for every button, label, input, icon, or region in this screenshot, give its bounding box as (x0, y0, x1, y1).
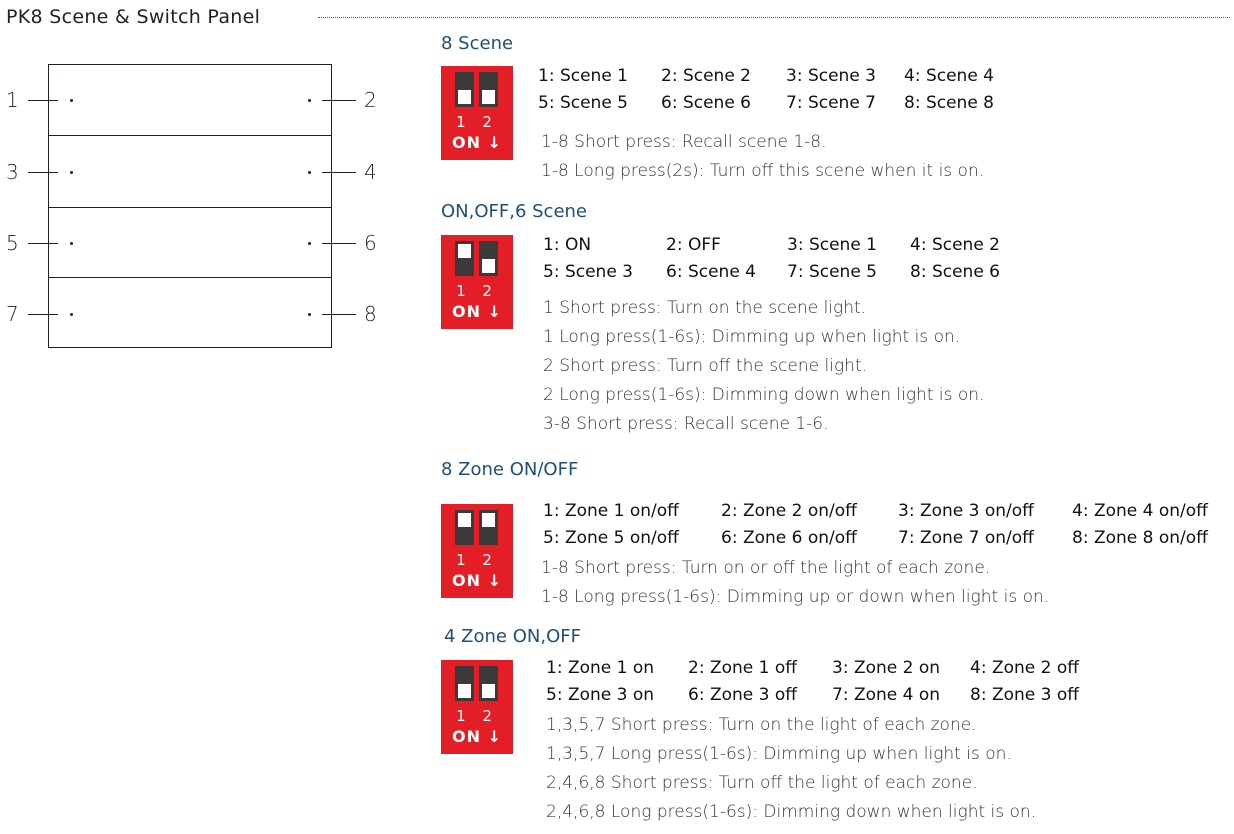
leader-line (28, 100, 58, 101)
description-line: 1 Short press: Turn on the scene light. (543, 298, 867, 318)
button-dot (70, 99, 73, 102)
mapping-item: 3: Zone 2 on (832, 658, 941, 678)
panel-divider (49, 277, 331, 278)
leader-line (28, 314, 58, 315)
button-dot (70, 171, 73, 174)
button-number-6: 6 (364, 231, 377, 255)
mapping-item: 5: Scene 5 (538, 93, 628, 113)
mapping-item: 6: Zone 6 on/off (721, 528, 857, 548)
dip-numbers: 1 2 (456, 113, 498, 131)
dip-switch-4-zone (441, 660, 513, 754)
title-dotted-rule (318, 17, 1230, 18)
button-number-4: 4 (364, 160, 377, 184)
dip-on-label: ON ↓ (452, 302, 502, 321)
dip-numbers: 1 2 (456, 551, 498, 569)
description-line: 3-8 Short press: Recall scene 1-6. (543, 414, 829, 434)
mapping-item: 1: ON (543, 235, 592, 255)
mapping-item: 8: Scene 6 (910, 262, 1000, 282)
description-line: 1-8 Short press: Turn on or off the light of each zone. (541, 558, 991, 578)
button-number-7: 7 (6, 302, 19, 326)
description-line: 2 Short press: Turn off the scene light. (543, 356, 868, 376)
mapping-item: 7: Zone 4 on (832, 685, 941, 705)
button-dot (308, 171, 311, 174)
dip-numbers: 1 2 (456, 282, 498, 300)
mapping-item: 1: Zone 1 on/off (543, 501, 679, 521)
dip-switch-on-off-6-scene (441, 235, 513, 329)
button-dot (308, 242, 311, 245)
leader-line (322, 172, 356, 173)
panel-divider (49, 207, 331, 208)
section-title-8-scene: 8 Scene (441, 33, 514, 54)
description-line: 1-8 Long press(2s): Turn off this scene when it is on. (541, 161, 985, 181)
button-number-2: 2 (364, 88, 377, 112)
mapping-item: 5: Zone 5 on/off (543, 528, 679, 548)
button-dot (70, 313, 73, 316)
mapping-item: 5: Zone 3 on (546, 685, 655, 705)
leader-line (322, 100, 356, 101)
button-number-3: 3 (6, 160, 19, 184)
description-line: 2,4,6,8 Long press(1-6s): Dimming down when light is on. (546, 802, 1037, 822)
mapping-item: 6: Zone 3 off (688, 685, 797, 705)
mapping-item: 1: Scene 1 (538, 66, 628, 86)
button-dot (308, 313, 311, 316)
leader-line (322, 314, 356, 315)
section-title-8-zone: 8 Zone ON/OFF (441, 459, 579, 480)
mapping-item: 3: Scene 1 (787, 235, 877, 255)
description-line: 1 Long press(1-6s): Dimming up when light is on. (543, 327, 961, 347)
mapping-item: 3: Scene 3 (786, 66, 876, 86)
description-line: 1-8 Long press(1-6s): Dimming up or down when light is on. (541, 587, 1050, 607)
mapping-item: 4: Scene 4 (904, 66, 994, 86)
leader-line (322, 243, 356, 244)
panel-divider (49, 135, 331, 136)
dip-switch-8-scene (441, 66, 513, 160)
description-line: 1,3,5,7 Short press: Turn on the light of each zone. (546, 715, 977, 735)
mapping-item: 6: Scene 6 (661, 93, 751, 113)
description-line: 1,3,5,7 Long press(1-6s): Dimming up when light is on. (546, 744, 1012, 764)
description-line: 1-8 Short press: Recall scene 1-8. (541, 132, 827, 152)
dip-on-label: ON ↓ (452, 727, 502, 746)
description-line: 2,4,6,8 Short press: Turn off the light of each zone. (546, 773, 978, 793)
dip-on-label: ON ↓ (452, 571, 502, 590)
button-dot (308, 99, 311, 102)
mapping-item: 2: Zone 2 on/off (721, 501, 857, 521)
mapping-item: 1: Zone 1 on (546, 658, 655, 678)
mapping-item: 7: Scene 7 (786, 93, 876, 113)
page-title: PK8 Scene & Switch Panel (6, 6, 261, 28)
panel-diagram (48, 64, 332, 348)
dip-switch-8-zone (441, 504, 513, 598)
section-title-on-off-6-scene: ON,OFF,6 Scene (441, 201, 588, 222)
leader-line (28, 243, 58, 244)
section-title-4-zone: 4 Zone ON,OFF (444, 626, 581, 647)
mapping-item: 8: Zone 3 off (970, 685, 1079, 705)
dip-on-label: ON ↓ (452, 133, 502, 152)
mapping-item: 4: Zone 2 off (970, 658, 1079, 678)
mapping-item: 7: Zone 7 on/off (898, 528, 1034, 548)
description-line: 2 Long press(1-6s): Dimming down when light is on. (543, 385, 985, 405)
leader-line (28, 172, 58, 173)
button-number-5: 5 (6, 231, 19, 255)
mapping-item: 4: Zone 4 on/off (1072, 501, 1208, 521)
dip-numbers: 1 2 (456, 707, 498, 725)
mapping-item: 8: Zone 8 on/off (1072, 528, 1208, 548)
mapping-item: 2: OFF (666, 235, 721, 255)
mapping-item: 5: Scene 3 (543, 262, 633, 282)
mapping-item: 3: Zone 3 on/off (898, 501, 1034, 521)
mapping-item: 8: Scene 8 (904, 93, 994, 113)
button-number-1: 1 (6, 88, 19, 112)
mapping-item: 6: Scene 4 (666, 262, 756, 282)
button-number-8: 8 (364, 302, 377, 326)
mapping-item: 2: Scene 2 (661, 66, 751, 86)
mapping-item: 4: Scene 2 (910, 235, 1000, 255)
mapping-item: 2: Zone 1 off (688, 658, 797, 678)
mapping-item: 7: Scene 5 (787, 262, 877, 282)
button-dot (70, 242, 73, 245)
